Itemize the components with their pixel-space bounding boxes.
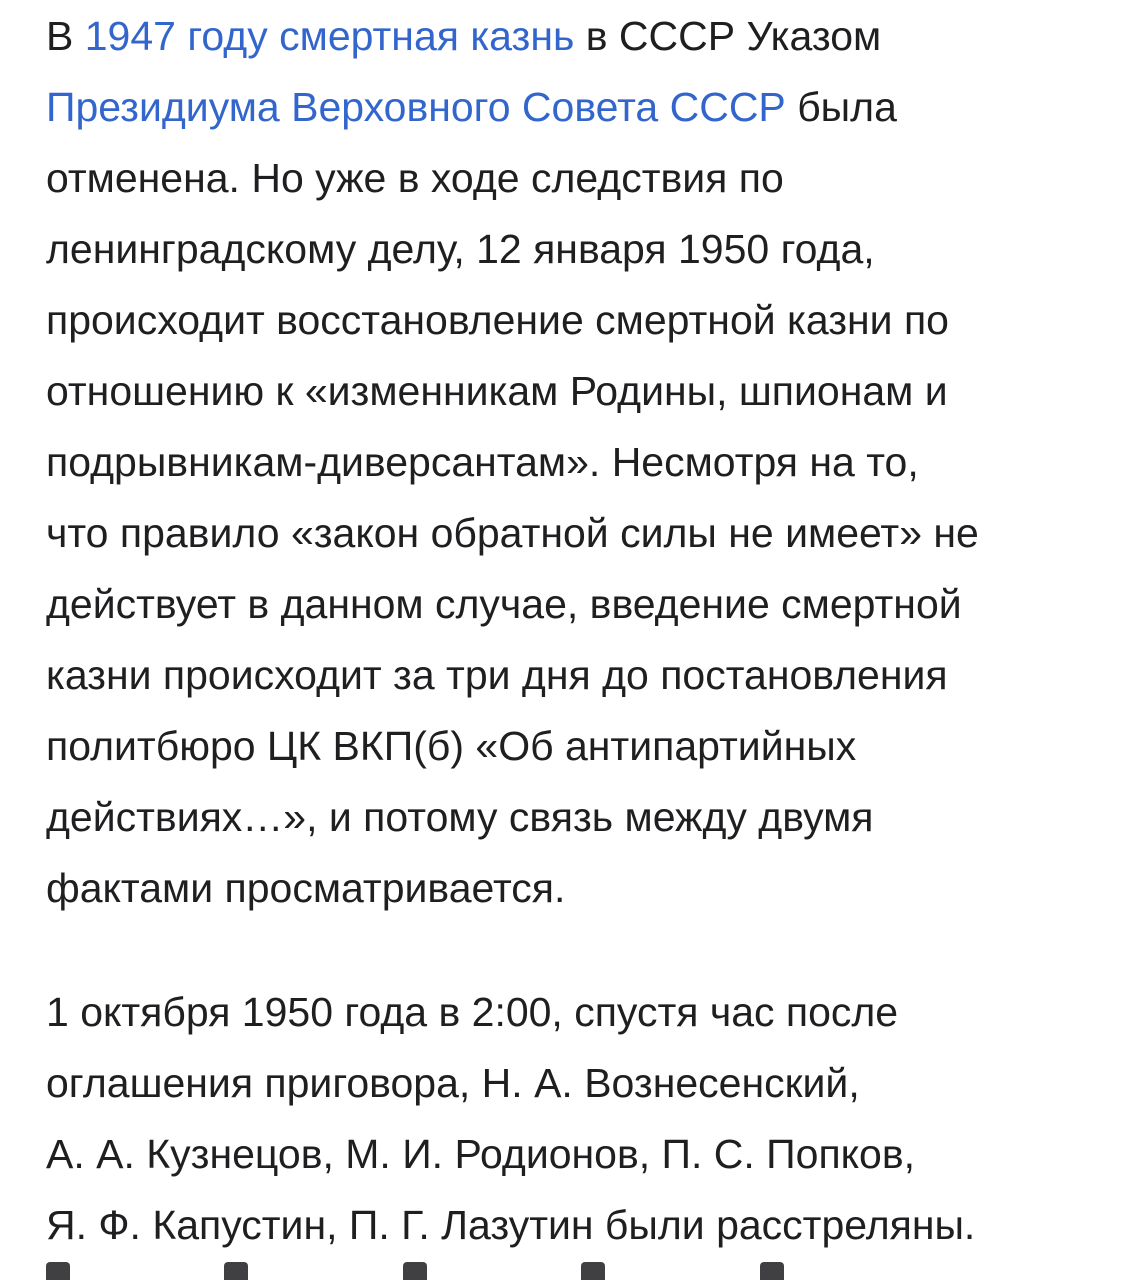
paragraph-1-line-4: ленинградскому делу, 12 января 1950 года, [46,226,875,272]
paragraph-2-line-1: 1 октября 1950 года в 2:00, спустя час после [46,989,899,1035]
link-1947-year[interactable]: 1947 году [84,13,268,59]
paragraph-2-line-4: Я. Ф. Капустин, П. Г. Лазутин были расстреляны. [46,1202,976,1248]
paragraph-2-line-2: оглашения приговора, Н. А. Вознесенский, [46,1060,860,1106]
cropped-glyph [224,1262,248,1280]
link-presidium[interactable]: Президиума Верховного Совета СССР [46,84,786,130]
paragraph-1-line-11: политбюро ЦК ВКП(б) «Об антипартийных [46,723,857,769]
line-text: В [46,13,85,59]
line-text: была [785,84,897,130]
paragraph-1-line-13: фактами просматривается. [46,865,566,911]
paragraph-1-line-1 [46,0,881,72]
paragraph-1-line-12: действиях…», и потому связь между двумя [46,794,874,840]
paragraph-1-line-9: действует в данном случае, введение смертной [46,581,962,627]
cropped-glyph [760,1262,784,1280]
link-death-penalty[interactable]: смертная казнь [279,13,575,59]
paragraph-1-line-10: казни происходит за три дня до постановления [46,652,948,698]
paragraph-1-line-7: подрывникам-диверсантам». Несмотря на то, [46,439,919,485]
paragraph-1-line-5: происходит восстановление смертной казни по [46,297,949,343]
line-text: в СССР Указом [574,13,882,59]
cropped-glyph [46,1262,70,1280]
cropped-glyph [581,1262,605,1280]
paragraph-1-line-6: отношению к «изменникам Родины, шпионам и [46,368,948,414]
paragraph-2-line-3: А. А. Кузнецов, М. И. Родионов, П. С. Попков, [46,1131,916,1177]
cropped-glyph [403,1262,427,1280]
line-text [268,13,279,59]
paragraph-1-line-3: отменена. Но уже в ходе следствия по [46,155,784,201]
paragraph-1-line-8: что правило «закон обратной силы не имеет» не [46,510,979,556]
cropped-text-line [46,1262,1086,1280]
paragraph-1-line-2 [46,71,897,143]
